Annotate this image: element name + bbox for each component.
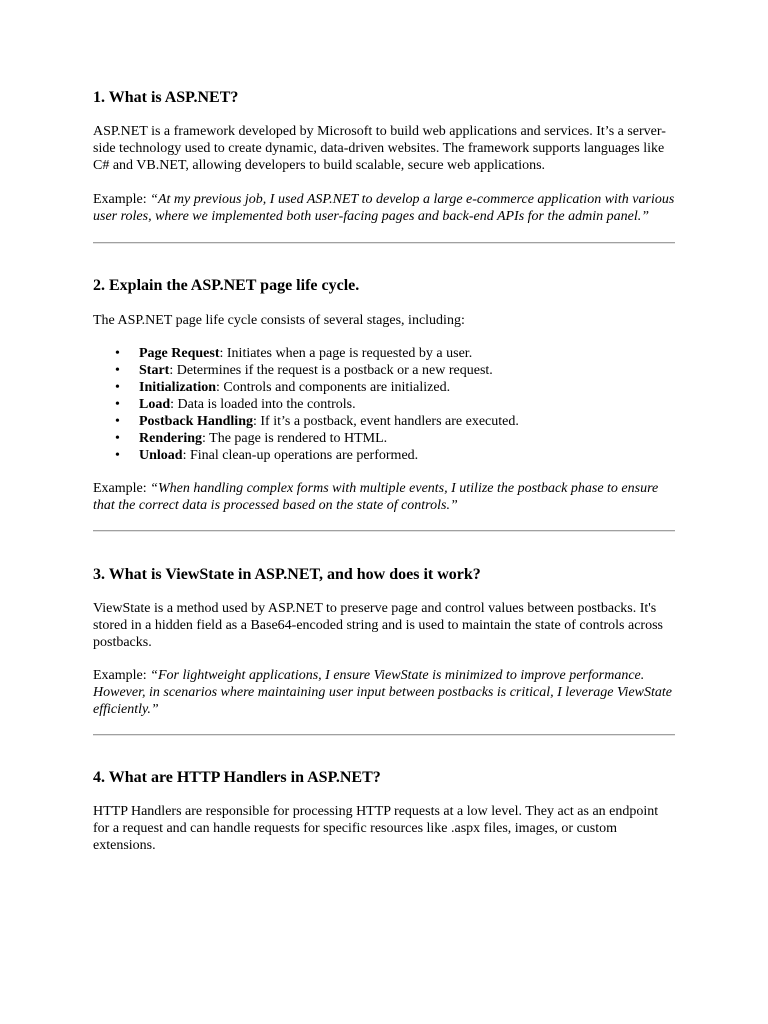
example-paragraph [93, 480, 675, 514]
section-body: ASP.NET is a framework developed by Microsoft to build web applications and services. It’s a server-side technology used to create dynamic, data-driven websites. The framework supports languages like C# and VB.NET, allowing developers to build scalable, secure web applications. [93, 124, 666, 173]
life-cycle-stage-list [93, 345, 675, 464]
document-page [93, 0, 675, 854]
example-label: Example: [93, 481, 151, 496]
stage-description: : If it’s a postback, event handlers are executed. [252, 414, 519, 429]
stage-term: Unload [139, 448, 183, 463]
list-item [93, 345, 675, 362]
stage-description: : Data is loaded into the controls. [170, 397, 356, 412]
example-label: Example: [93, 668, 151, 683]
section-what-is-aspnet [93, 88, 675, 225]
section-body: ViewState is a method used by ASP.NET to preserve page and control values between postbacks. It's stored in a hidden field as a Base64-encoded string and is used to maintain the state of controls across postbacks. [93, 601, 663, 650]
horizontal-rule [93, 242, 675, 244]
section-http-handlers [93, 768, 675, 854]
example-paragraph [93, 191, 675, 225]
stage-description: : Controls and components are initialized. [216, 380, 451, 395]
example-quote: “For lightweight applications, I ensure ViewState is minimized to improve performance. However, in scenarios where maintaining user input between postbacks is critical, I leverage ViewState efficiently.” [93, 668, 672, 717]
list-item [93, 362, 675, 379]
section-page-life-cycle [93, 276, 675, 514]
section-viewstate [93, 565, 675, 718]
example-paragraph [93, 667, 675, 718]
stage-description: : Final clean-up operations are performed. [182, 448, 419, 463]
horizontal-rule [93, 530, 675, 532]
stage-term: Page Request [139, 346, 220, 361]
bullet-icon: • [115, 431, 120, 446]
section-heading: 2. Explain the ASP.NET page life cycle. [93, 277, 360, 294]
bullet-icon: • [115, 397, 120, 412]
stage-term: Postback Handling [139, 414, 253, 429]
stage-description: : Initiates when a page is requested by a user. [219, 346, 473, 361]
bullet-icon: • [115, 363, 120, 378]
section-heading: 3. What is ViewState in ASP.NET, and how does it work? [93, 566, 481, 583]
list-item [93, 396, 675, 413]
stage-term: Start [139, 363, 170, 378]
section-heading: 4. What are HTTP Handlers in ASP.NET? [93, 769, 381, 786]
list-item [93, 430, 675, 447]
stage-term: Rendering [139, 431, 202, 446]
list-item [93, 379, 675, 396]
stage-term: Initialization [139, 380, 217, 395]
stage-description: : The page is rendered to HTML. [202, 431, 388, 446]
stage-description: : Determines if the request is a postback or a new request. [169, 363, 493, 378]
example-label: Example: [93, 192, 151, 207]
horizontal-rule [93, 734, 675, 736]
bullet-icon: • [115, 414, 120, 429]
section-heading: 1. What is ASP.NET? [93, 89, 239, 106]
section-body: The ASP.NET page life cycle consists of several stages, including: [93, 313, 465, 328]
example-quote: “At my previous job, I used ASP.NET to develop a large e-commerce application with various user roles, where we implemented both user-facing pages and back-end APIs for the admin panel.” [93, 192, 675, 224]
stage-term: Load [139, 397, 171, 412]
section-body: HTTP Handlers are responsible for processing HTTP requests at a low level. They act as an endpoint for a request and can handle requests for specific resources like .aspx files, images, or custom extensions. [93, 804, 659, 853]
bullet-icon: • [115, 448, 120, 463]
bullet-icon: • [115, 380, 120, 395]
example-quote: “When handling complex forms with multiple events, I utilize the postback phase to ensure that the correct data is processed based on the state of controls.” [93, 481, 659, 513]
bullet-icon: • [115, 346, 120, 361]
list-item [93, 413, 675, 430]
list-item [93, 447, 675, 464]
